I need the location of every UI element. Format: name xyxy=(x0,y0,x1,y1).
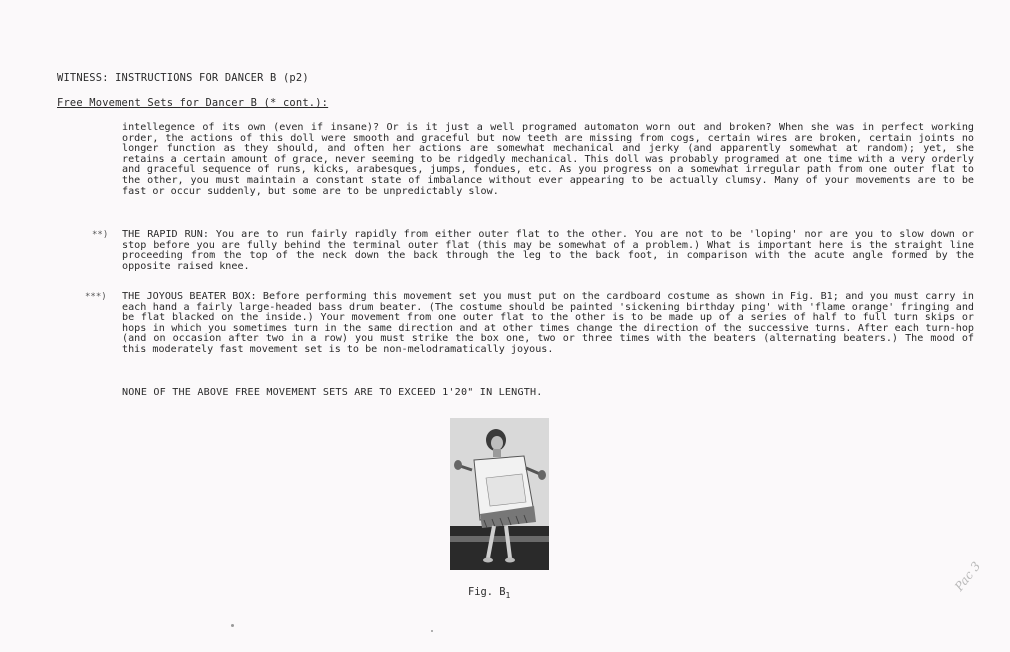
paragraph-marker-rapid-run: **) xyxy=(92,230,109,240)
length-limit-note: NONE OF THE ABOVE FREE MOVEMENT SETS ARE TO EXCEED 1'20" IN LENGTH. xyxy=(122,387,543,398)
section-heading: Free Movement Sets for Dancer B (* cont.): xyxy=(57,97,329,109)
paragraph-rapid-run: THE RAPID RUN: You are to run fairly rapidly from either outer flat to the other. You are not to be 'loping' nor are you to slow down or stop before you are fully behind the terminal outer flat (this may be somewhat of a problem.) What is important here is the straight line proceeding from the top of the neck down the back through the leg to the back foot, in comparison with the acute angle formed by the opposite raised knee. xyxy=(122,229,974,272)
handwritten-page-note: Pac 3 xyxy=(952,559,984,594)
paragraph-joyous-beater-box: THE JOYOUS BEATER BOX: Before performing this movement set you must put on the cardboard costume as shown in Fig. B1; and you must carry in each hand a fairly large-headed bass drum beater. (The costume should be painted 'sickening birthday ping' with 'flame orange' fringing and be flat blacked on the inside.) Your movement from one outer flat to the other is to be made up of a series of half to full turn skips or hops in which you sometimes turn in the same direction and at other times change the direction of the successive turns. After each turn-hop (and on occasion after two in a row) you must strike the box one, two or three times with the beaters (alternating beaters.) The mood of this moderately fast movement set is to be non-melodramatically joyous. xyxy=(122,291,974,355)
paragraph-doll-description: intellegence of its own (even if insane)? Or is it just a well programed automaton worn out and broken? When she was in perfect working order, the actions of this doll were smooth and graceful but now teeth are missing from cogs, certain wires are broken, certain joints no longer function as they should, and often her actions are somewhat mechanical and jerky (and apparently somewhat at random); yet, she retains a certain amount of grace, never seeming to be ridgedly mechanical. This doll was probably programed at one time with a very orderly and graceful sequence of runs, kicks, arabesques, jumps, fondues, etc. As you progress on a somewhat irregular path from one outer flat to the other, you must maintain a constant state of imbalance without ever appearing to be actually clumsy. Many of your movements are to be fast or occur suddenly, but some are to be unpredictably slow. xyxy=(122,122,974,197)
paper-speck xyxy=(231,624,234,627)
document-title: WITNESS: INSTRUCTIONS FOR DANCER B (p2) xyxy=(57,72,309,84)
costume-photo xyxy=(450,418,549,570)
paragraph-marker-beater-box: ***) xyxy=(85,292,107,302)
paper-speck xyxy=(431,630,433,632)
figure-caption-label: Fig. B xyxy=(468,586,506,598)
figure-caption-subscript: 1 xyxy=(505,591,511,600)
figure-caption xyxy=(468,586,510,600)
